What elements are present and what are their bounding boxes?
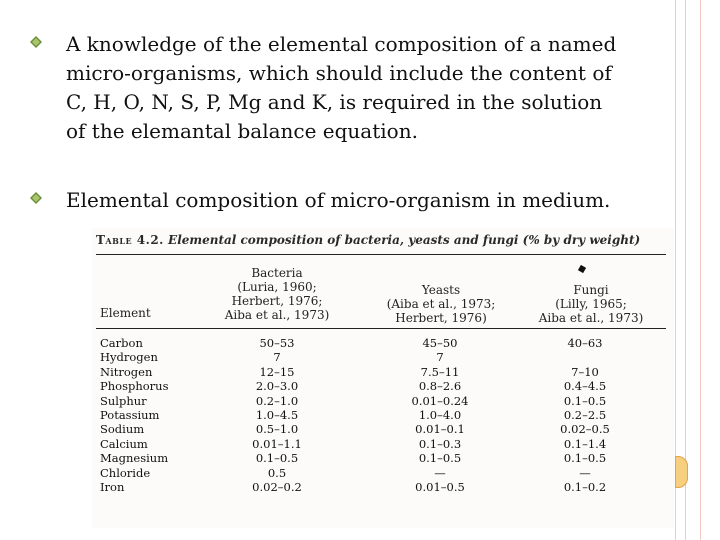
table-cell-element: Magnesium <box>100 451 169 466</box>
table-cell-bacteria: 0.01–1.1 <box>252 436 302 451</box>
bullet-line: C, H, O, N, S, P, Mg and K, is required in the solution <box>66 90 603 114</box>
header-element <box>100 306 151 320</box>
table-label: Table 4.2. <box>96 233 164 247</box>
bullet-line: Elemental composition of micro-organism in medium. <box>66 188 611 212</box>
table-cell-fungi: 40–63 <box>567 336 603 350</box>
table-cell-bacteria: 7 <box>273 350 281 365</box>
table-caption-text: Elemental composition of bacteria, yeasts and fungi (% by dry weight) <box>168 233 641 247</box>
table-cell-bacteria: 0.02–0.2 <box>252 480 302 495</box>
header-bacteria <box>222 266 332 322</box>
table-cell-yeasts: — <box>434 465 446 480</box>
header-text: Yeasts <box>421 283 461 297</box>
table-cell-fungi: 0.1–1.4 <box>563 436 607 451</box>
header-text: Bacteria <box>251 266 303 280</box>
bullet-text <box>66 186 666 215</box>
table-cell-fungi: 0.1–0.5 <box>563 451 607 466</box>
table-cell-bacteria: 1.0–4.5 <box>255 408 299 423</box>
table-cell-bacteria: 0.5–1.0 <box>255 422 299 437</box>
table-cell-bacteria: 50–53 <box>259 336 295 350</box>
header-text: Aiba et al., 1973) <box>538 311 644 325</box>
table-rule <box>96 328 666 329</box>
header-fungi <box>532 283 650 325</box>
table-cell-fungi: 0.4–4.5 <box>563 379 607 394</box>
table-cell-yeasts: 0.01–0.24 <box>411 393 469 408</box>
table-cell-element: Phosphorus <box>100 379 169 394</box>
table-cell-yeasts: 0.1–0.5 <box>418 451 462 466</box>
table-cell-element: Sodium <box>100 422 145 437</box>
bullet-line: micro-organisms, which should include the content of <box>66 61 612 85</box>
table-cell-element: Hydrogen <box>100 350 158 365</box>
table-cell-element: Iron <box>100 480 125 495</box>
table-cell-element: Potassium <box>100 408 160 423</box>
header-text: Herbert, 1976) <box>395 311 487 325</box>
table-cell-fungi: 0.2–2.5 <box>563 408 607 423</box>
table-cell-yeasts: 7.5–11 <box>420 364 460 379</box>
header-yeasts <box>386 283 496 325</box>
table-cell-element: Carbon <box>100 336 143 350</box>
table-cell-yeasts: 1.0–4.0 <box>418 408 462 423</box>
table-cell-fungi: 0.1–0.2 <box>563 480 607 495</box>
table-cell-bacteria: 0.1–0.5 <box>255 451 299 466</box>
bullet-text <box>66 30 666 146</box>
column-element <box>100 336 168 494</box>
table-cell-yeasts: 0.8–2.6 <box>418 379 462 394</box>
header-text: Element <box>100 306 151 320</box>
column-bacteria <box>232 336 322 494</box>
table-cell-bacteria: 2.0–3.0 <box>255 379 299 394</box>
table-cell-element: Sulphur <box>100 393 147 408</box>
table-cell-yeasts: 0.1–0.3 <box>418 436 462 451</box>
border-line <box>700 0 701 540</box>
bullet-line: A knowledge of the elemental composition of a named <box>66 32 617 56</box>
table-cell-fungi: 0.02–0.5 <box>560 422 610 437</box>
diamond-bullet-icon <box>30 192 42 204</box>
table-cell-yeasts: 7 <box>436 350 444 365</box>
table-caption <box>96 233 640 247</box>
table-cell-element: Calcium <box>100 436 148 451</box>
column-yeasts <box>395 336 485 494</box>
header-text: (Luria, 1960; <box>237 280 317 294</box>
header-text: Aiba et al., 1973) <box>224 308 330 322</box>
header-text: (Lilly, 1965; <box>555 297 627 311</box>
header-text: Herbert, 1976; <box>231 294 323 308</box>
table-cell-yeasts: 45–50 <box>422 336 458 350</box>
table-rule <box>96 254 666 255</box>
table-cell-yeasts: 0.01–0.5 <box>415 480 465 495</box>
table-cell-yeasts: 0.01–0.1 <box>415 422 465 437</box>
diamond-bullet-icon <box>30 36 42 48</box>
table-cell-fungi <box>540 350 630 364</box>
table-cell-element: Chloride <box>100 465 151 480</box>
table-cell-bacteria: 0.5 <box>267 465 287 480</box>
bullet-line: of the elemantal balance equation. <box>66 119 418 143</box>
side-tab-decoration <box>675 456 688 488</box>
table-cell-bacteria: 0.2–1.0 <box>255 393 299 408</box>
column-fungi <box>540 336 630 494</box>
table-cell-bacteria: 12–15 <box>259 364 295 379</box>
table-cell-fungi: — <box>579 465 591 480</box>
table-cell-fungi: 0.1–0.5 <box>563 393 607 408</box>
table-cell-fungi: 7–10 <box>571 364 599 379</box>
header-text: (Aiba et al., 1973; <box>386 297 496 311</box>
table-cell-element: Nitrogen <box>100 364 153 379</box>
header-text: Fungi <box>573 283 609 297</box>
